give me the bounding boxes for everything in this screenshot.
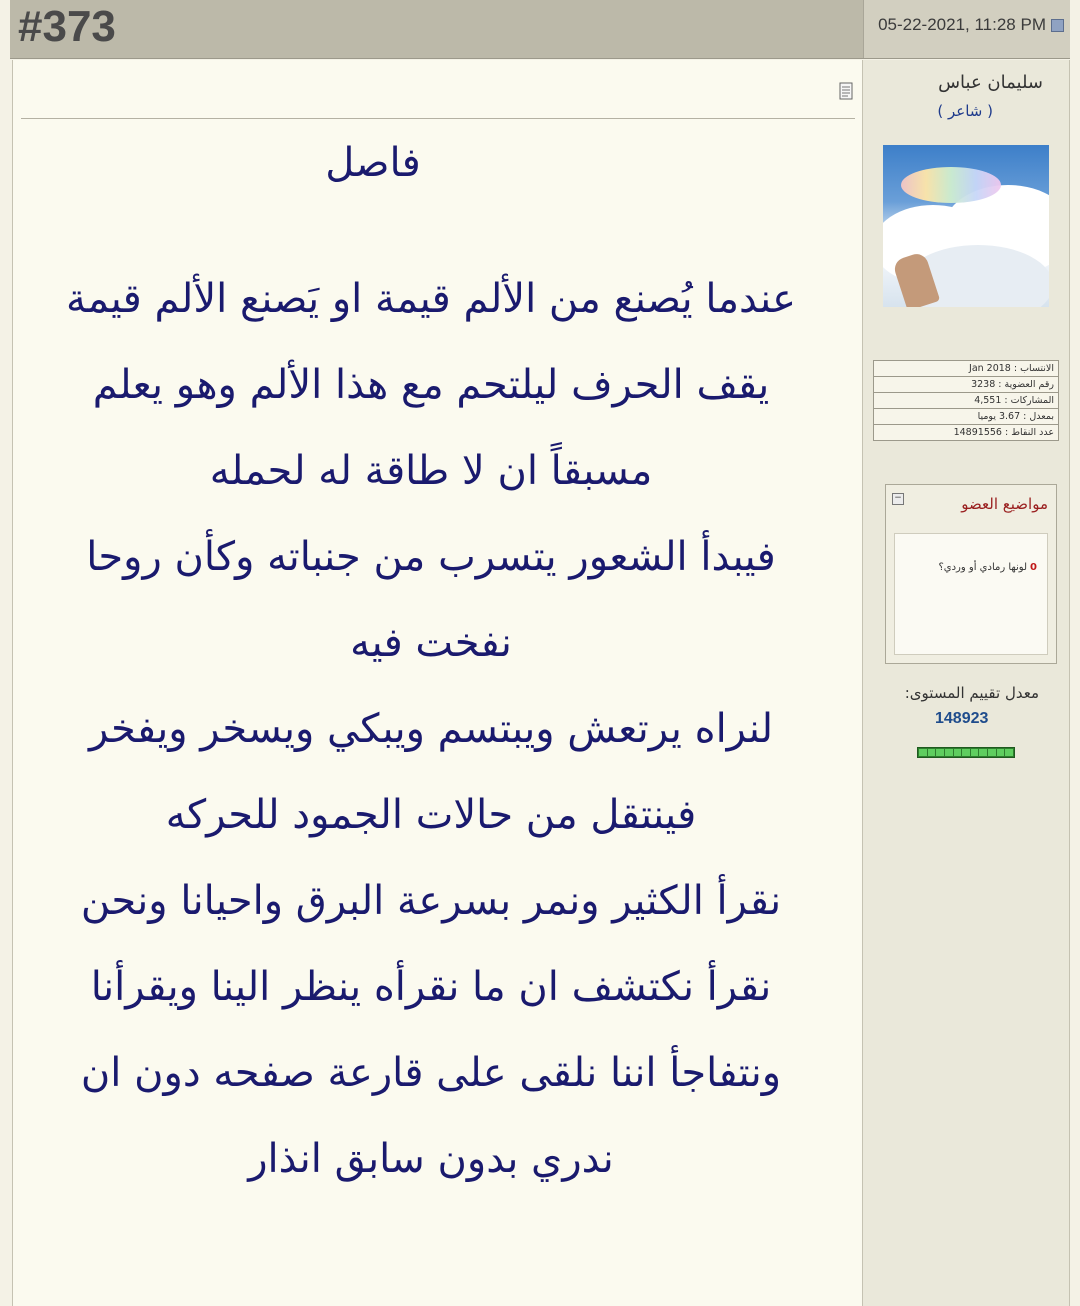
level-bar-segment	[962, 749, 970, 756]
level-value: 148923	[935, 710, 989, 727]
post-line: نقرأ الكثير ونمر بسرعة البرق واحيانا ونحن	[80, 878, 782, 924]
level-bar-segment	[1005, 749, 1013, 756]
stat-row: رقم العضوية : 3238	[874, 377, 1059, 393]
level-bar	[917, 747, 1015, 758]
post-line: فيبدأ الشعور يتسرب من جنباته وكأن روحا	[86, 534, 776, 580]
stat-label: الانتساب	[1020, 362, 1054, 374]
post-header	[10, 0, 1070, 59]
stat-row: بمعدل : 3.67 يوميا	[874, 409, 1059, 425]
user-title: ( شاعر )	[937, 102, 993, 120]
post-content-area	[12, 60, 863, 1306]
post-line: لنراه يرتعش ويبتسم ويبكي ويسخر ويفخر	[88, 706, 774, 752]
username-link[interactable]: سليمان عباس	[938, 72, 1043, 93]
stat-value: 3238	[971, 378, 996, 390]
post-date: 05-22-2021, 11:28 PM	[878, 15, 1046, 34]
post-line: عندما يُصنع من الألم قيمة او يَصنع الألم قيمة	[66, 276, 796, 322]
post-old-icon	[1051, 19, 1064, 32]
post-line: نقرأ نكتشف ان ما نقرأه ينظر الينا ويقرأنا	[90, 964, 772, 1010]
level-bar-segment	[936, 749, 944, 756]
stat-value: 4,551	[974, 394, 1002, 406]
stat-label: رقم العضوية	[1004, 378, 1054, 390]
topic-title: لونها رمادي أو وردي؟	[938, 562, 1028, 573]
stat-value: Jan 2018	[969, 362, 1011, 374]
avatar-rainbow-cloud	[901, 167, 1001, 203]
topic-count: 0	[1030, 562, 1037, 573]
level-bar-segment	[971, 749, 979, 756]
user-topics-list	[894, 533, 1048, 655]
stat-value: 14891556	[953, 426, 1002, 438]
level-bar-segment	[954, 749, 962, 756]
stat-row: الانتساب : Jan 2018	[874, 361, 1059, 377]
post-title: فاصل	[325, 140, 421, 186]
stat-row: المشاركات : 4,551	[874, 393, 1059, 409]
level-bar-segment	[979, 749, 987, 756]
stat-row: عدد النقاط : 14891556	[874, 425, 1059, 441]
level-bar-segment	[919, 749, 927, 756]
stat-label: بمعدل	[1029, 410, 1054, 422]
level-bar-segment	[988, 749, 996, 756]
post-line: ندري بدون سابق انذار	[248, 1136, 614, 1182]
level-bar-segment	[928, 749, 936, 756]
user-topics-heading: مواضيع العضو	[961, 495, 1048, 513]
user-topics-box	[885, 484, 1057, 664]
post-line: فينتقل من حالات الجمود للحركه	[165, 792, 697, 838]
level-label: معدل تقييم المستوى:	[904, 684, 1039, 702]
stat-label: عدد النقاط	[1011, 426, 1054, 438]
post-line: ونتفاجأ اننا نلقى على قارعة صفحه دون ان	[80, 1050, 782, 1096]
post-document-icon	[839, 82, 853, 100]
user-stats-table	[873, 360, 1059, 441]
post-divider	[21, 118, 855, 119]
stat-label: المشاركات	[1010, 394, 1054, 406]
level-bar-segment	[997, 749, 1005, 756]
post-body	[13, 140, 863, 1202]
user-sidebar	[862, 60, 1070, 1306]
level-bar-segment	[945, 749, 953, 756]
user-avatar[interactable]	[883, 145, 1049, 307]
topic-item[interactable]	[938, 562, 1037, 573]
post-line: نفخت فيه	[350, 620, 512, 666]
post-text	[13, 256, 863, 1202]
collapse-toggle-icon[interactable]: −	[892, 493, 904, 505]
post-number[interactable]: #373	[18, 2, 116, 51]
post-line: مسبقاً ان لا طاقة له لحمله	[209, 448, 653, 494]
post-line: يقف الحرف ليلتحم مع هذا الألم وهو يعلم	[92, 362, 770, 408]
stat-value: 3.67 يوميا	[977, 410, 1021, 422]
post-date-box	[863, 0, 1070, 58]
